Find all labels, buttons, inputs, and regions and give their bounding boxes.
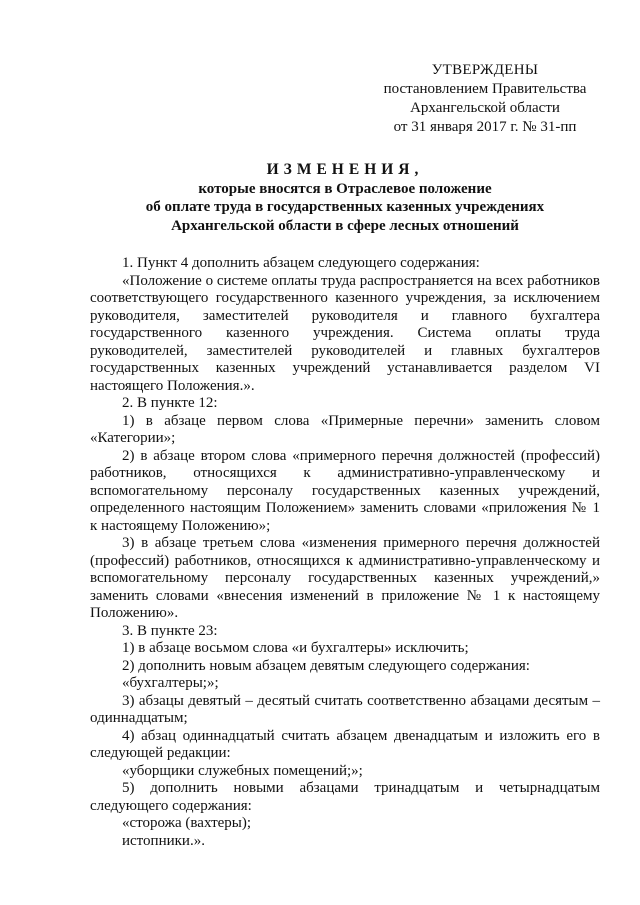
paragraph: 3) в абзаце третьем слова «изменения примерного перечня должностей (профессий) работников, относящихся к административно-управленческому и вспомогательному персоналу государственных казенных учреждений,» заменить словами «внесения изменений в приложение № 1 к настоящему Положению». [90, 535, 600, 621]
paragraph: «уборщики служебных помещений;»; [122, 762, 363, 779]
paragraph: 2) в абзаце втором слова «примерного перечня должностей (профессий) работников, относящихся к административно-управленческому и вспомогательному персоналу государственных казенных учреждений, определенного настоящим Положением» заменить словами «приложения № 1 к настоящему Положению»; [90, 447, 600, 534]
approval-line-1: постановлением Правительства [383, 81, 587, 97]
title-main: ИЗМЕНЕНИЯ, [266, 161, 424, 178]
paragraph: истопники.». [122, 832, 205, 849]
paragraph: «сторожа (вахтеры); [122, 815, 252, 831]
paragraph: 2. В пункте 12: [122, 395, 218, 411]
approval-heading: УТВЕРЖДЕНЫ [431, 62, 539, 78]
approval-block [370, 61, 600, 137]
title-line-1: которые вносятся в Отраслевое положение [198, 180, 492, 197]
paragraph: 1) в абзаце восьмом слова «и бухгалтеры» исключить; [122, 640, 469, 656]
document-body [90, 255, 600, 850]
document-title [90, 161, 600, 235]
title-line-3: Архангельской области в сфере лесных отношений [171, 217, 519, 234]
paragraph: 1) в абзаце первом слова «Примерные перечни» заменить словом «Категории»; [90, 412, 600, 446]
paragraph: 4) абзац одиннадцатый считать абзацем двенадцатым и изложить его в следующей редакции: [90, 727, 600, 761]
paragraph: 3. В пункте 23: [122, 622, 218, 639]
title-line-2: об оплате труда в государственных казенных учреждениях [145, 199, 545, 215]
paragraph: «Положение о системе оплаты труда распространяется на всех работников соответствующего государственного казенного учреждения, за исключением руководителя, заместителей руководителя и главного бухгалтера государственного казенного учреждения. Система оплаты труда руководителей, заместителей руководителей и главных бухгалтеров государственных казенных учреждений устанавливается разделом VI настоящего Положения.». [90, 272, 600, 394]
paragraph: «бухгалтеры;»; [122, 675, 219, 691]
paragraph: 1. Пункт 4 дополнить абзацем следующего содержания: [122, 255, 480, 271]
approval-line-3: от 31 января 2017 г. № 31-пп [393, 119, 577, 135]
paragraph: 5) дополнить новыми абзацами тринадцатым и четырнадцатым следующего содержания: [90, 780, 600, 814]
paragraph: 3) абзацы девятый – десятый считать соответственно абзацами десятым – одиннадцатым; [90, 692, 600, 726]
paragraph: 2) дополнить новым абзацем девятым следующего содержания: [122, 657, 530, 674]
approval-line-2: Архангельской области [410, 100, 560, 116]
